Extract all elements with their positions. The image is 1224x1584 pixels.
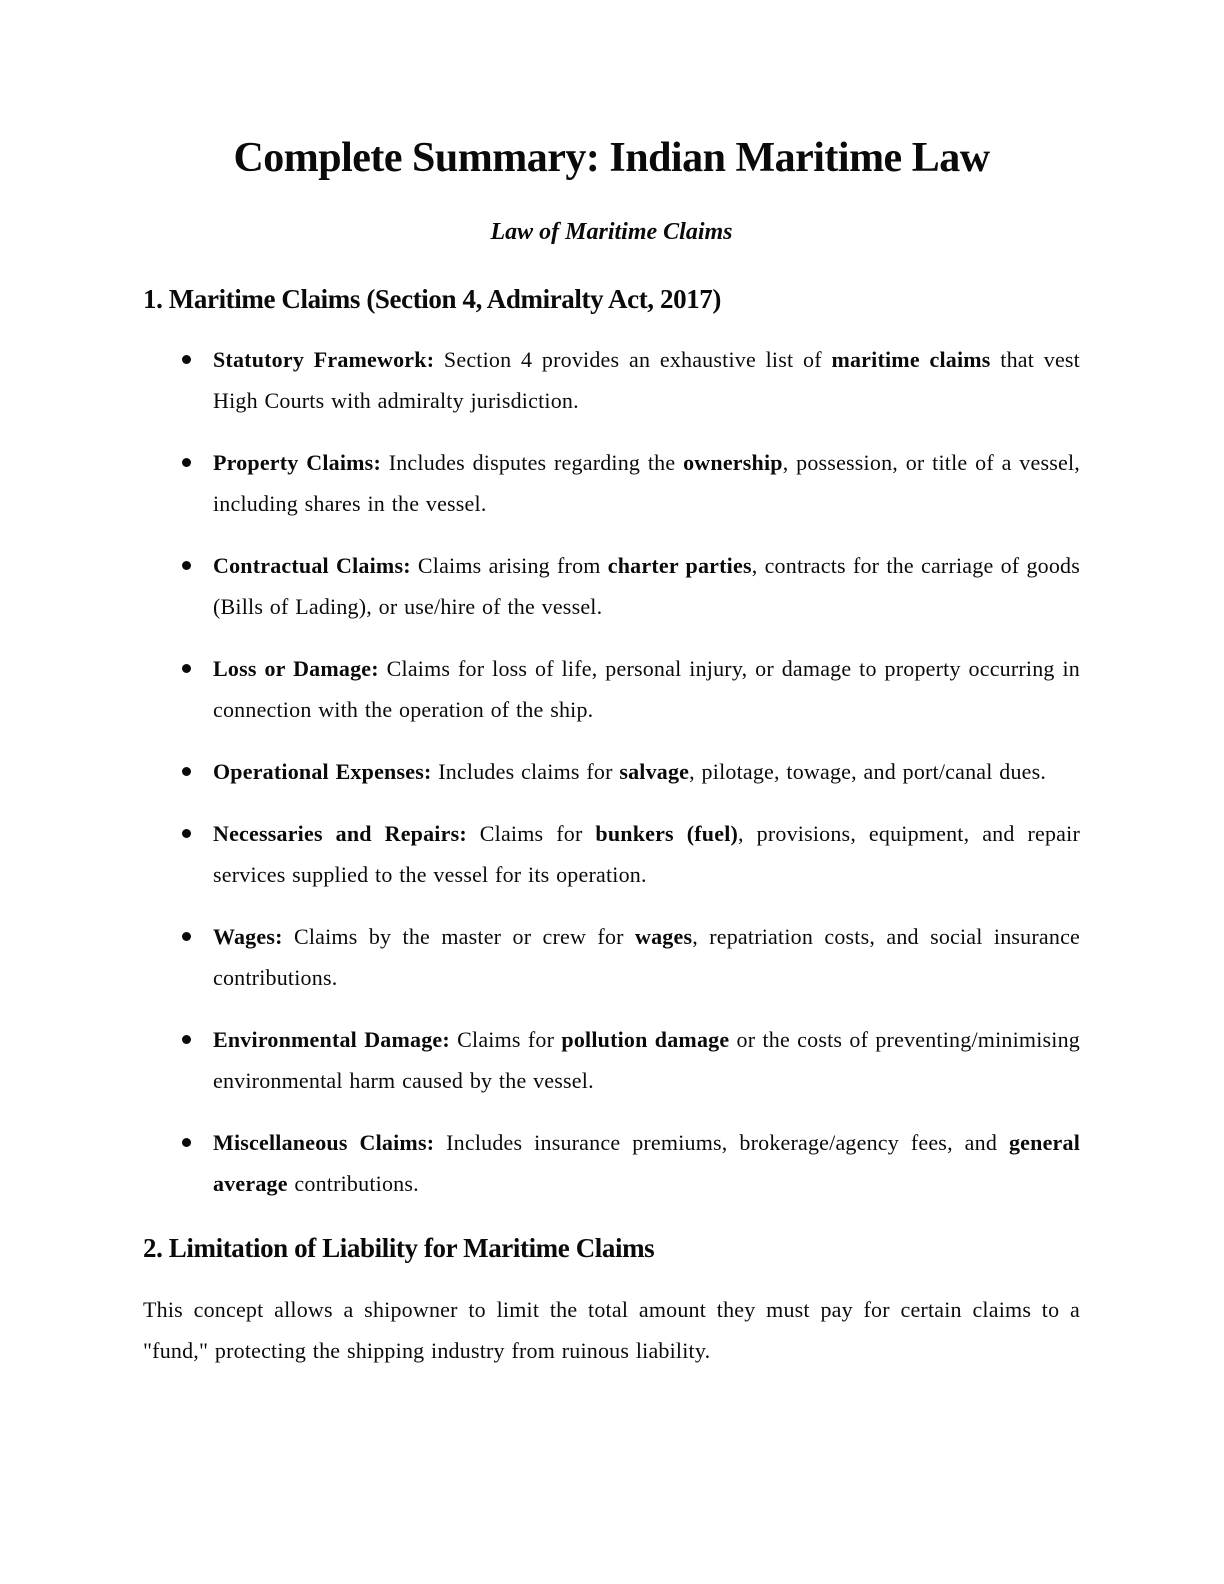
- bold-text-run: maritime claims: [831, 347, 991, 373]
- bold-text-run: wages: [635, 924, 693, 950]
- bold-text-run: Statutory Framework:: [213, 347, 435, 373]
- bullet-icon: [182, 932, 191, 941]
- list-item: [143, 813, 1080, 895]
- list-item-text: [213, 821, 1080, 887]
- body-paragraph: This concept allows a shipowner to limit the total amount they must pay for certain claims to a "fund," protecting the shipping industry from ruinous liability.: [143, 1296, 1080, 1363]
- bullet-icon: [182, 561, 191, 570]
- text-run: or the costs of preventing/minimising environmental harm caused by the vessel.: [213, 1027, 1080, 1094]
- text-run: Claims by the master or crew for: [282, 924, 635, 950]
- list-item: [143, 648, 1080, 730]
- section-heading: 2. Limitation of Liability for Maritime Claims: [143, 1233, 655, 1264]
- text-run: Includes claims for: [431, 759, 620, 785]
- list-item: [143, 442, 1080, 524]
- text-run: Claims for loss of life, personal injury, or damage to property occurring in connection with the operation of the ship.: [213, 656, 1080, 723]
- text-run: Includes disputes regarding the: [380, 450, 684, 476]
- list-item-text: [213, 656, 1080, 722]
- bold-text-run: Necessaries and Repairs:: [213, 821, 467, 847]
- bold-text-run: pollution damage: [561, 1027, 730, 1053]
- text-run: that vest High Courts with admiralty jurisdiction.: [213, 347, 1080, 414]
- text-run: Claims for: [449, 1027, 562, 1053]
- document-body: [143, 283, 1080, 1371]
- bold-text-run: bunkers (fuel): [595, 821, 739, 847]
- text-run: Claims for: [466, 821, 596, 847]
- bullet-icon: [182, 1035, 191, 1044]
- text-run: , pilotage, towage, and port/canal dues.: [689, 759, 1047, 785]
- document-title: Complete Summary: Indian Maritime Law: [233, 135, 990, 181]
- bold-text-run: Operational Expenses:: [213, 759, 432, 785]
- bold-text-run: Miscellaneous Claims:: [213, 1130, 435, 1156]
- list-item-text: [213, 553, 1080, 619]
- bold-text-run: general average: [213, 1130, 1081, 1197]
- list-item: [143, 545, 1080, 627]
- list-item-text: [213, 347, 1080, 413]
- bold-text-run: Property Claims:: [213, 450, 381, 476]
- list-item-text: [213, 1027, 1080, 1093]
- bold-text-run: ownership: [683, 450, 783, 476]
- document-subtitle: Law of Maritime Claims: [490, 219, 733, 246]
- bullet-icon: [182, 829, 191, 838]
- list-item: [143, 339, 1080, 421]
- bold-text-run: charter parties: [607, 553, 752, 579]
- list-item: [143, 751, 1080, 792]
- list-item: [143, 1019, 1080, 1101]
- list-item-text: [213, 924, 1080, 990]
- bullet-icon: [182, 664, 191, 673]
- text-run: Section 4 provides an exhaustive list of: [434, 347, 832, 373]
- bold-text-run: Loss or Damage:: [213, 656, 379, 682]
- text-run: contributions.: [287, 1171, 419, 1197]
- text-run: Includes insurance premiums, brokerage/agency fees, and: [434, 1130, 1009, 1156]
- text-run: , contracts for the carriage of goods (Bills of Lading), or use/hire of the vessel.: [213, 553, 1081, 620]
- bullet-icon: [182, 767, 191, 776]
- bullet-icon: [182, 1138, 191, 1147]
- list-item: [143, 1122, 1080, 1204]
- claims-list: [143, 339, 1080, 1204]
- bold-text-run: Wages:: [213, 924, 283, 950]
- document-section-2: [143, 1232, 1080, 1370]
- list-item-text: [213, 759, 1046, 784]
- bullet-icon: [182, 458, 191, 467]
- section-heading: 1. Maritime Claims (Section 4, Admiralty Act, 2017): [143, 284, 721, 315]
- list-item-text: [213, 450, 1080, 516]
- text-run: , repatriation costs, and social insurance contributions.: [213, 924, 1080, 991]
- document-section-1: [143, 283, 1080, 1204]
- text-run: , possession, or title of a vessel, including shares in the vessel.: [213, 450, 1080, 517]
- text-run: , provisions, equipment, and repair services supplied to the vessel for its operation.: [213, 821, 1080, 888]
- bullet-icon: [182, 355, 191, 364]
- bold-text-run: Contractual Claims:: [213, 553, 411, 579]
- bold-text-run: salvage: [619, 759, 690, 785]
- list-item: [143, 916, 1080, 998]
- list-item-text: [213, 1130, 1080, 1196]
- bold-text-run: Environmental Damage:: [213, 1027, 450, 1053]
- text-run: Claims arising from: [410, 553, 608, 579]
